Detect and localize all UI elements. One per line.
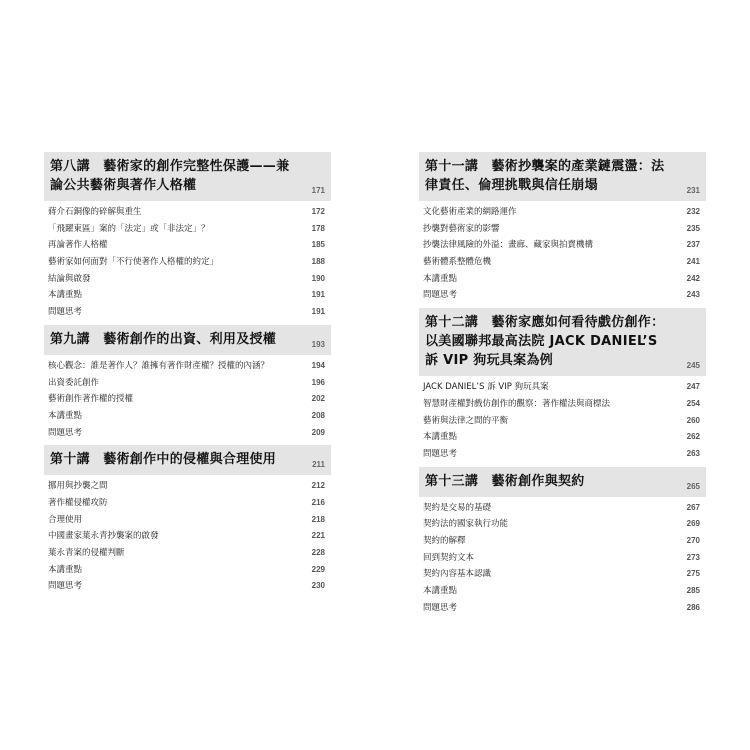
entry-title: 再論著作人格權 (48, 240, 108, 251)
toc-entry[interactable] (44, 221, 331, 238)
entry-title: 核心觀念：誰是著作人？誰擁有著作財產權？授權的內涵？ (48, 360, 270, 371)
chapter-page-number: 231 (686, 186, 700, 195)
toc-left-column (44, 152, 331, 599)
entry-page-number: 263 (686, 448, 700, 458)
toc-entry[interactable] (419, 254, 706, 271)
chapter-heading[interactable] (44, 445, 331, 475)
toc-entry[interactable] (419, 379, 706, 396)
chapter-heading[interactable] (419, 308, 706, 376)
toc-entry[interactable] (44, 391, 331, 408)
toc-entry[interactable] (44, 512, 331, 529)
entry-page-number: 191 (311, 307, 325, 317)
entry-title: 本講重點 (48, 290, 83, 301)
chapter-title: 第十一講 藝術抄襲案的產業鏈震盪：法律責任、倫理挑戰與信任崩塌 (425, 159, 665, 193)
entry-page-number: 196 (311, 377, 325, 387)
entry-page-number: 221 (311, 531, 325, 541)
chapter-heading[interactable] (419, 152, 706, 201)
entry-page-number: 273 (686, 552, 700, 562)
entry-page-number: 188 (311, 257, 325, 267)
chapter-block (44, 445, 331, 595)
chapter-page-number: 193 (311, 339, 325, 349)
entry-page-number: 185 (311, 240, 325, 250)
chapter-page-number: 171 (311, 186, 325, 195)
chapter-block (44, 325, 331, 441)
entry-title: 本講重點 (423, 273, 458, 284)
chapter-page-number: 211 (312, 460, 325, 470)
chapter-block (419, 308, 706, 462)
chapter-block (44, 152, 331, 321)
toc-entry[interactable] (419, 516, 706, 533)
toc-entry[interactable] (44, 254, 331, 271)
toc-entry[interactable] (419, 429, 706, 446)
entry-title: 藝術創作著作權的授權 (48, 394, 134, 405)
entry-page-number: 260 (686, 415, 700, 425)
chapter-heading[interactable] (44, 325, 331, 355)
toc-entry[interactable] (44, 562, 331, 579)
toc-entry[interactable] (419, 396, 706, 413)
entry-page-number: 269 (686, 519, 700, 529)
chapter-heading[interactable] (44, 152, 331, 201)
entry-title: 問題思考 (48, 581, 83, 592)
entry-title: 契約內容基本認識 (423, 569, 492, 580)
entry-title: 挪用與抄襲之間 (48, 481, 108, 492)
toc-entry[interactable] (44, 204, 331, 221)
entry-title: 藝術與法律之間的平衡 (423, 415, 509, 426)
entry-title: 契約的解釋 (423, 535, 466, 546)
entry-page-number: 232 (686, 207, 700, 216)
entry-page-number: 237 (686, 240, 700, 250)
entry-title: 問題思考 (423, 602, 458, 613)
entry-page-number: 202 (311, 394, 325, 404)
entry-title: 契約法的國家執行功能 (423, 519, 509, 530)
entry-page-number: 228 (311, 548, 325, 557)
entry-page-number: 243 (686, 290, 700, 300)
entry-title: 葉永青案的侵權判斷 (48, 548, 125, 558)
toc-entry[interactable] (44, 304, 331, 321)
entry-title: 本講重點 (423, 586, 458, 596)
entry-page-number: 247 (686, 382, 700, 392)
entry-title: 問題思考 (48, 307, 83, 318)
chapter-block (419, 467, 706, 617)
toc-entry[interactable] (44, 375, 331, 392)
toc-entry[interactable] (44, 425, 331, 442)
entry-page-number: 209 (311, 427, 325, 437)
entry-title: 藝術家如何面對「不行使著作人格權的約定」 (48, 257, 219, 268)
chapter-heading[interactable] (419, 467, 706, 497)
entry-page-number: 208 (311, 410, 325, 420)
entry-page-number: 267 (686, 502, 700, 512)
entry-page-number: 178 (311, 223, 325, 233)
entry-title: 問題思考 (48, 427, 83, 438)
toc-entry[interactable] (44, 358, 331, 375)
toc-entry[interactable] (419, 271, 706, 288)
entry-page-number: 270 (686, 535, 700, 545)
entry-page-number: 229 (311, 564, 325, 574)
toc-entry[interactable] (44, 408, 331, 425)
toc-entry[interactable] (419, 500, 706, 517)
entry-title: 蔣介石銅像的碎解與重生 (48, 207, 142, 217)
entry-page-number: 230 (311, 581, 325, 591)
toc-entry[interactable] (44, 478, 331, 495)
entry-title: 藝術體系整體危機 (423, 257, 492, 268)
entry-title: 抄襲對藝術家的影響 (423, 223, 500, 234)
toc-entry[interactable] (44, 287, 331, 304)
toc-entry[interactable] (419, 533, 706, 550)
toc-entry[interactable] (419, 287, 706, 304)
entry-page-number: 286 (686, 602, 700, 612)
entry-title: 合理使用 (48, 514, 83, 525)
toc-entry[interactable] (419, 446, 706, 463)
chapter-page-number: 245 (686, 361, 700, 371)
chapter-title: 第十三講 藝術創作與契約 (425, 473, 585, 489)
chapter-title: 第八講 藝術家的創作完整性保護——兼論公共藝術與著作人格權 (50, 159, 290, 193)
entry-page-number: 285 (686, 586, 700, 595)
entry-title: 智慧財產權對戲仿創作的觀察：著作權法與商標法 (423, 398, 611, 409)
entry-page-number: 254 (686, 398, 700, 408)
entry-page-number: 190 (311, 273, 325, 283)
entry-page-number: 172 (311, 207, 325, 216)
entry-title: 出資委託創作 (48, 377, 100, 388)
entry-title: 問題思考 (423, 290, 458, 301)
toc-entry[interactable] (44, 271, 331, 288)
toc-entry[interactable] (419, 600, 706, 617)
entry-title: 結論與啟發 (48, 273, 91, 284)
entry-title: 文化藝術產業的網路運作 (423, 207, 517, 217)
toc-entry[interactable] (419, 221, 706, 238)
entry-title: 「飛躍東區」案的「法定」或「非法定」？ (48, 223, 210, 234)
entry-page-number: 262 (686, 432, 700, 442)
entry-page-number: 218 (311, 514, 325, 524)
toc-entry[interactable] (44, 578, 331, 595)
toc-entry[interactable] (419, 566, 706, 583)
entry-page-number: 216 (311, 497, 325, 507)
chapter-title: 第九講 藝術創作的出資、利用及授權 (50, 331, 277, 347)
entry-title: 問題思考 (423, 448, 458, 459)
toc-entry[interactable] (419, 413, 706, 430)
entry-title: 本講重點 (48, 564, 83, 575)
entry-title: JACK DANIEL’S 訴 VIP 狗玩具案 (423, 382, 549, 393)
entry-title: 著作權侵權攻防 (48, 497, 108, 508)
entry-page-number: 241 (686, 257, 700, 267)
toc-entry[interactable] (419, 550, 706, 567)
chapter-title: 第十講 藝術創作中的侵權與合理使用 (50, 452, 277, 468)
entry-page-number: 235 (686, 223, 700, 233)
entry-title: 回到契約文本 (423, 552, 475, 563)
toc-entry[interactable] (419, 237, 706, 254)
chapter-page-number: 265 (686, 481, 700, 491)
entry-title: 本講重點 (48, 410, 83, 421)
toc-entry[interactable] (44, 545, 331, 562)
entry-title: 中國畫家葉永青抄襲案的啟發 (48, 531, 159, 542)
toc-entry[interactable] (44, 237, 331, 254)
entry-title: 契約是交易的基礎 (423, 502, 492, 513)
entry-title: 抄襲法律風險的外溢：畫廊、藏家與拍賣機構 (423, 240, 594, 251)
toc-entry[interactable] (44, 495, 331, 512)
entry-page-number: 212 (311, 481, 325, 491)
toc-entry[interactable] (419, 204, 706, 221)
chapter-title: 第十二講 藝術家應如何看待戲仿創作：以美國聯邦最高法院 JACK DANIEL’S 訴 VIP 狗玩具案為例 (425, 315, 665, 369)
toc-entry[interactable] (44, 528, 331, 545)
entry-title: 本講重點 (423, 432, 458, 443)
toc-entry[interactable] (419, 583, 706, 600)
entry-page-number: 191 (311, 290, 325, 300)
toc-right-column (419, 152, 706, 620)
chapter-block (419, 152, 706, 304)
entry-page-number: 275 (686, 569, 700, 579)
entry-page-number: 194 (311, 360, 325, 370)
entry-page-number: 242 (686, 273, 700, 283)
